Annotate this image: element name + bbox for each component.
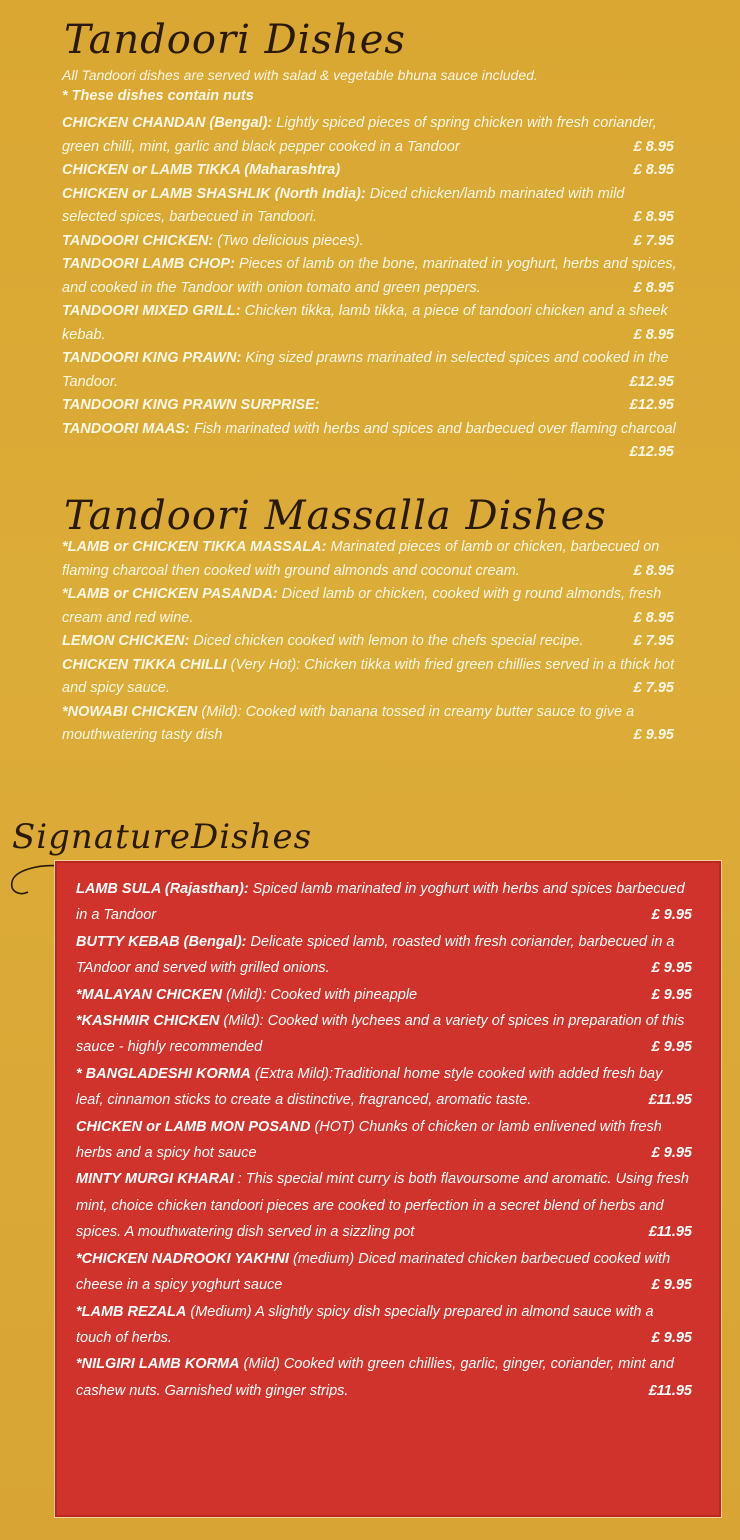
price: £ 8.95: [633, 562, 674, 579]
list-item: TANDOORI MIXED GRILL: Chicken tikka, lamb tikka, a piece of tandoori chicken and a sheek kebab. £ 8.95: [62, 300, 680, 347]
price: £ 7.95: [633, 232, 674, 249]
price: £ 8.95: [633, 279, 674, 296]
list-item: CHICKEN CHANDAN (Bengal): Lightly spiced pieces of spring chicken with fresh coriander, green chilli, mint, garlic and black pepper cooked in a Tandoor £ 8.95: [62, 112, 680, 159]
list-item: *KASHMIR CHICKEN (Mild): Cooked with lychees and a variety of spices in preparation of this sauce - highly recommended £ 9.95: [76, 1008, 692, 1061]
list-item: LAMB SULA (Rajasthan): Spiced lamb marinated in yoghurt with herbs and spices barbecued in a Tandoor £ 9.95: [76, 876, 692, 929]
price: £12.95: [629, 397, 674, 413]
list-item: *CHICKEN NADROOKI YAKHNI (medium) Diced marinated chicken barbecued cooked with cheese in a spicy yoghurt sauce £ 9.95: [76, 1246, 692, 1299]
price: £ 9.95: [651, 1277, 692, 1294]
price: £11.95: [648, 1224, 692, 1241]
price: £ 7.95: [633, 680, 674, 696]
price: £ 8.95: [633, 609, 674, 626]
list-item: LEMON CHICKEN: Diced chicken cooked with lemon to the chefs special recipe. £ 7.95: [62, 630, 680, 654]
list-item: *LAMB or CHICKEN PASANDA: Diced lamb or chicken, cooked with g round almonds, fresh cream and red wine. £ 8.95: [62, 583, 680, 630]
price: £ 8.95: [633, 162, 674, 178]
price: £ 9.95: [633, 727, 674, 743]
price: £ 9.95: [651, 907, 692, 924]
price: £ 8.95: [633, 209, 674, 225]
list-item: * BANGLADESHI KORMA (Extra Mild):Traditional home style cooked with added fresh bay leaf, cinnamon sticks to create a distinctive, fragranced, aromatic taste. £11.95: [76, 1061, 692, 1114]
price: £11.95: [648, 1092, 692, 1109]
price: £ 9.95: [651, 1039, 692, 1056]
list-item: *NOWABI CHICKEN (Mild): Cooked with banana tossed in creamy butter sauce to give a mouthwatering tasty dish £ 9.95: [62, 701, 680, 748]
tandoori-heading: Tandoori Dishes: [64, 17, 406, 63]
list-item: CHICKEN or LAMB TIKKA (Maharashtra) £ 8.95: [62, 159, 680, 183]
price: £12.95: [629, 444, 674, 460]
signature-list: [76, 876, 692, 1404]
price: £ 8.95: [633, 326, 674, 343]
list-item: *LAMB REZALA (Medium) A slightly spicy dish specially prepared in almond sauce with a touch of herbs. £ 9.95: [76, 1299, 692, 1352]
massalla-heading: Tandoori Massalla Dishes: [64, 493, 607, 539]
list-item: TANDOORI KING PRAWN: King sized prawns marinated in selected spices and cooked in the Tandoor. £12.95: [62, 347, 680, 394]
list-item: CHICKEN or LAMB SHASHLIK (North India): Diced chicken/lamb marinated with mild selected spices, barbecued in Tandoori. £ 8.95: [62, 183, 680, 230]
list-item: TANDOORI LAMB CHOP: Pieces of lamb on the bone, marinated in yoghurt, herbs and spices, and cooked in the Tandoor with onion tomato and green peppers. £ 8.95: [62, 253, 680, 300]
price: £ 9.95: [651, 986, 692, 1003]
signature-heading: SignatureDishes: [12, 817, 313, 857]
list-item: TANDOORI CHICKEN: (Two delicious pieces). £ 7.95: [62, 230, 680, 254]
list-item: TANDOORI MAAS: Fish marinated with herbs and spices and barbecued over flaming charcoal £12.95: [62, 418, 680, 465]
list-item: CHICKEN or LAMB MON POSAND (HOT) Chunks of chicken or lamb enlivened with fresh herbs and a spicy hot sauce £ 9.95: [76, 1114, 692, 1167]
list-item: *NILGIRI LAMB KORMA (Mild) Cooked with green chillies, garlic, ginger, coriander, mint and cashew nuts. Garnished with ginger strips. £11.95: [76, 1351, 692, 1404]
price: £ 8.95: [633, 138, 674, 155]
list-item: *MALAYAN CHICKEN (Mild): Cooked with pineapple £ 9.95: [76, 982, 692, 1008]
list-item: MINTY MURGI KHARAI : This special mint curry is both flavoursome and aromatic. Using fresh mint, choice chicken tandoori pieces are cooked to perfection in a secret blend of herbs and spices. A mouthwatering dish served in a sizzling pot £11.95: [76, 1166, 692, 1245]
price: £ 7.95: [633, 633, 674, 649]
massalla-list: [62, 536, 680, 748]
list-item: CHICKEN TIKKA CHILLI (Very Hot): Chicken tikka with fried green chillies served in a thick hot and spicy sauce. £ 7.95: [62, 654, 680, 701]
price: £11.95: [648, 1382, 692, 1399]
tandoori-intro: [62, 67, 702, 105]
price: £ 9.95: [651, 960, 692, 977]
price: £12.95: [629, 373, 674, 390]
tandoori-list: [62, 112, 680, 465]
tandoori-note: All Tandoori dishes are served with salad & vegetable bhuna sauce included.: [62, 67, 538, 83]
price: £ 9.95: [651, 1145, 692, 1162]
price: £ 9.95: [651, 1329, 692, 1346]
nuts-note: * These dishes contain nuts: [62, 88, 254, 104]
list-item: TANDOORI KING PRAWN SURPRISE: £12.95: [62, 394, 680, 418]
list-item: BUTTY KEBAB (Bengal): Delicate spiced lamb, roasted with fresh coriander, barbecued in a TAndoor and served with grilled onions. £ 9.95: [76, 929, 692, 982]
list-item: *LAMB or CHICKEN TIKKA MASSALA: Marinated pieces of lamb or chicken, barbecued on flaming charcoal then cooked with ground almonds and coconut cream. £ 8.95: [62, 536, 680, 583]
